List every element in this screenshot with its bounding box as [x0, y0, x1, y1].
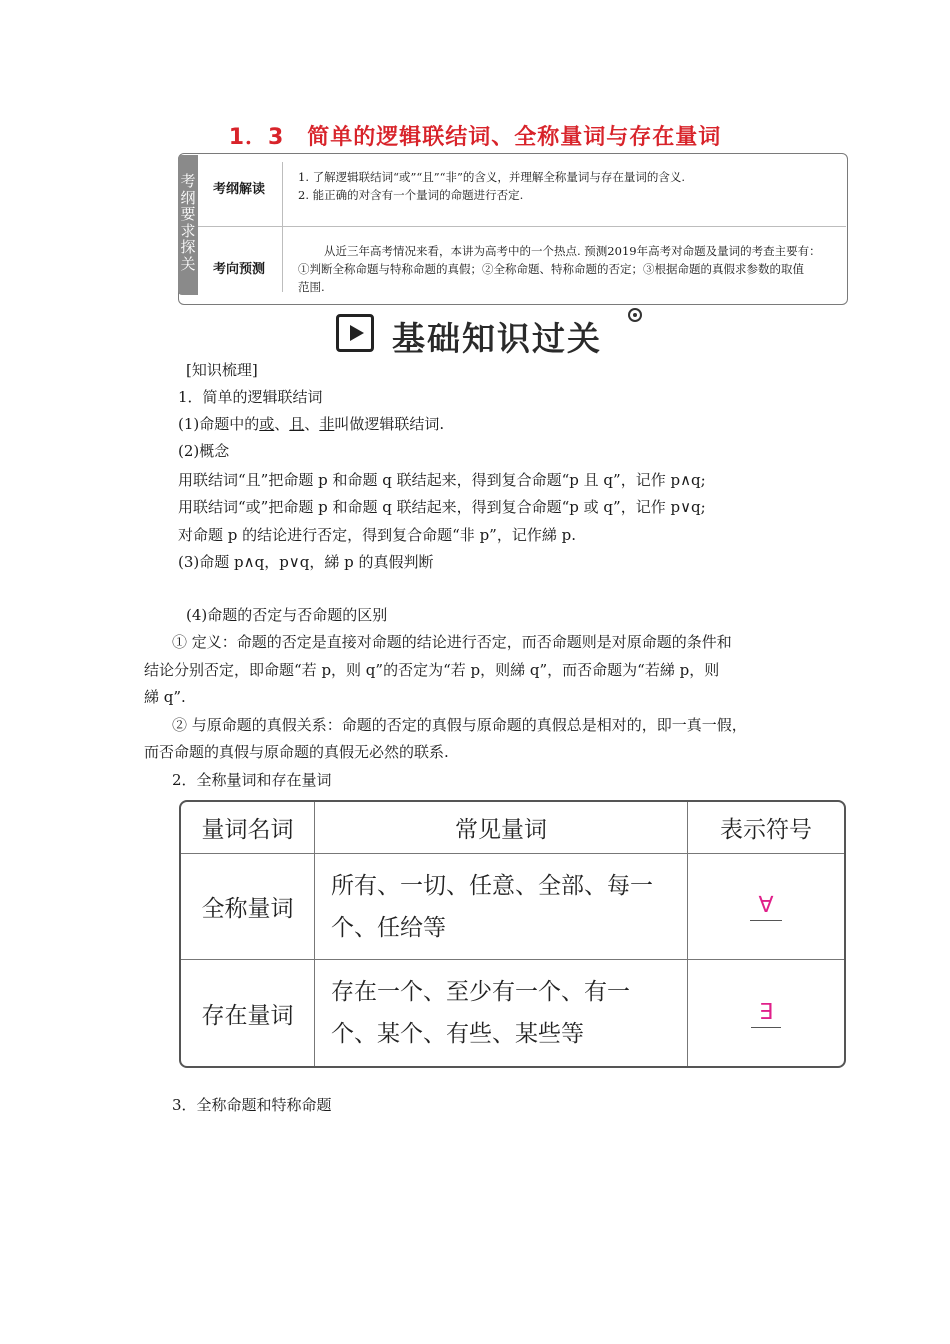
table-header: 常见量词	[315, 802, 688, 854]
cell-line: 所有、一切、任意、全部、每一	[331, 872, 653, 899]
side-char: 关	[180, 254, 196, 273]
syllabus-line: 1. 了解逻辑联结词“或”“且”“非”的含义，并理解全称量词与存在量词的含义.	[298, 170, 686, 184]
symbol-cell	[688, 960, 844, 1066]
table-row	[181, 854, 844, 960]
syllabus-row-label-2: 考向预测	[213, 262, 266, 277]
syllabus-side-label	[178, 155, 198, 295]
text-line: ① 定义：命题的否定是直接对命题的结论进行否定，而否命题则是对原命题的条件和	[172, 633, 732, 651]
text-line: (3)命题 p∧q，p∨q，綈 p 的真假判断	[178, 553, 434, 571]
table-header: 量词名词	[181, 802, 315, 854]
target-icon	[628, 308, 642, 322]
side-char: 探	[180, 238, 196, 256]
forall-symbol: ∀	[750, 893, 781, 921]
text: 叫做逻辑联结词.	[334, 415, 445, 433]
side-char: 求	[180, 221, 196, 240]
cell-line: 个、某个、有些、某些等	[331, 1021, 584, 1047]
underlined-term: 非	[319, 415, 335, 433]
syllabus-divider	[198, 226, 846, 227]
side-char: 考	[180, 172, 196, 190]
text-line: 结论分别否定，即命题“若 p，则 q”的否定为“若 p，则綈 q”，而否命题为“若綈 p，则	[144, 661, 720, 679]
text-line: 而否命题的真假与原命题的真假无必然的联系.	[144, 743, 449, 761]
text-line: ② 与原命题的真假关系：命题的否定的真假与原命题的真假总是相对的，即一真一假，	[172, 716, 747, 734]
table-row	[181, 960, 844, 1066]
side-char: 要	[180, 205, 196, 223]
heading-1: 1．简单的逻辑联结词	[178, 388, 323, 406]
text: (1)命题中的	[178, 415, 260, 433]
text-line: (2)概念	[178, 442, 230, 460]
table-header: 表示符号	[688, 802, 844, 854]
text-line: 用联结词“或”把命题 p 和命题 q 联结起来，得到复合命题“p 或 q”，记作 p∨q;	[178, 498, 706, 516]
underlined-term: 或	[259, 415, 275, 433]
syllabus-line: ①判断全称命题与特称命题的真假；②全称命题、特称命题的否定；③根据命题的真假求参数的取值	[298, 262, 804, 276]
text: 、	[304, 415, 320, 433]
syllabus-row-text-2	[298, 242, 821, 296]
quantifier-name: 全称量词	[181, 854, 315, 960]
banner-text: 基础知识过关	[392, 319, 602, 358]
heading-3: 3．全称命题和特称命题	[172, 1096, 332, 1114]
syllabus-row-label-1: 考纲解读	[213, 182, 266, 197]
syllabus-line: 范围.	[298, 280, 325, 294]
quantifier-table	[179, 800, 846, 1068]
syllabus-line: 从近三年高考情况来看，本讲为高考中的一个热点. 预测2019年高考对命题及量词的考查主要有：	[324, 244, 821, 258]
exists-symbol: ∃	[751, 1000, 781, 1028]
syllabus-row-text-1	[298, 168, 685, 204]
common-quantifiers	[315, 854, 688, 960]
text-line: 对命题 p 的结论进行否定，得到复合命题“非 p”，记作綈 p.	[178, 526, 576, 544]
text: 、	[274, 415, 290, 433]
text-line-connectives	[178, 410, 444, 438]
cell-line: 个、任给等	[331, 914, 446, 941]
side-char: 纲	[180, 188, 196, 207]
common-quantifiers	[315, 960, 688, 1066]
quantifier-name: 存在量词	[181, 960, 315, 1066]
text-line: 用联结词“且”把命题 p 和命题 q 联结起来，得到复合命题“p 且 q”，记作 p∧q;	[178, 471, 706, 489]
text-line: (4)命题的否定与否命题的区别	[186, 606, 388, 624]
section-banner	[336, 314, 656, 360]
cell-line: 存在一个、至少有一个、有一	[331, 979, 630, 1005]
heading-2: 2．全称量词和存在量词	[172, 771, 332, 789]
underlined-term: 且	[289, 415, 305, 433]
syllabus-line: 2. 能正确的对含有一个量词的命题进行否定.	[298, 188, 524, 202]
section-tag: [知识梳理]	[186, 361, 258, 379]
syllabus-column-divider	[282, 162, 283, 292]
symbol-cell	[688, 854, 844, 960]
page-title: 1．3 简单的逻辑联结词、全称量词与存在量词	[228, 125, 722, 150]
table-header-row	[181, 802, 844, 854]
play-icon	[336, 314, 374, 352]
text-line: 綈 q”.	[144, 688, 186, 706]
